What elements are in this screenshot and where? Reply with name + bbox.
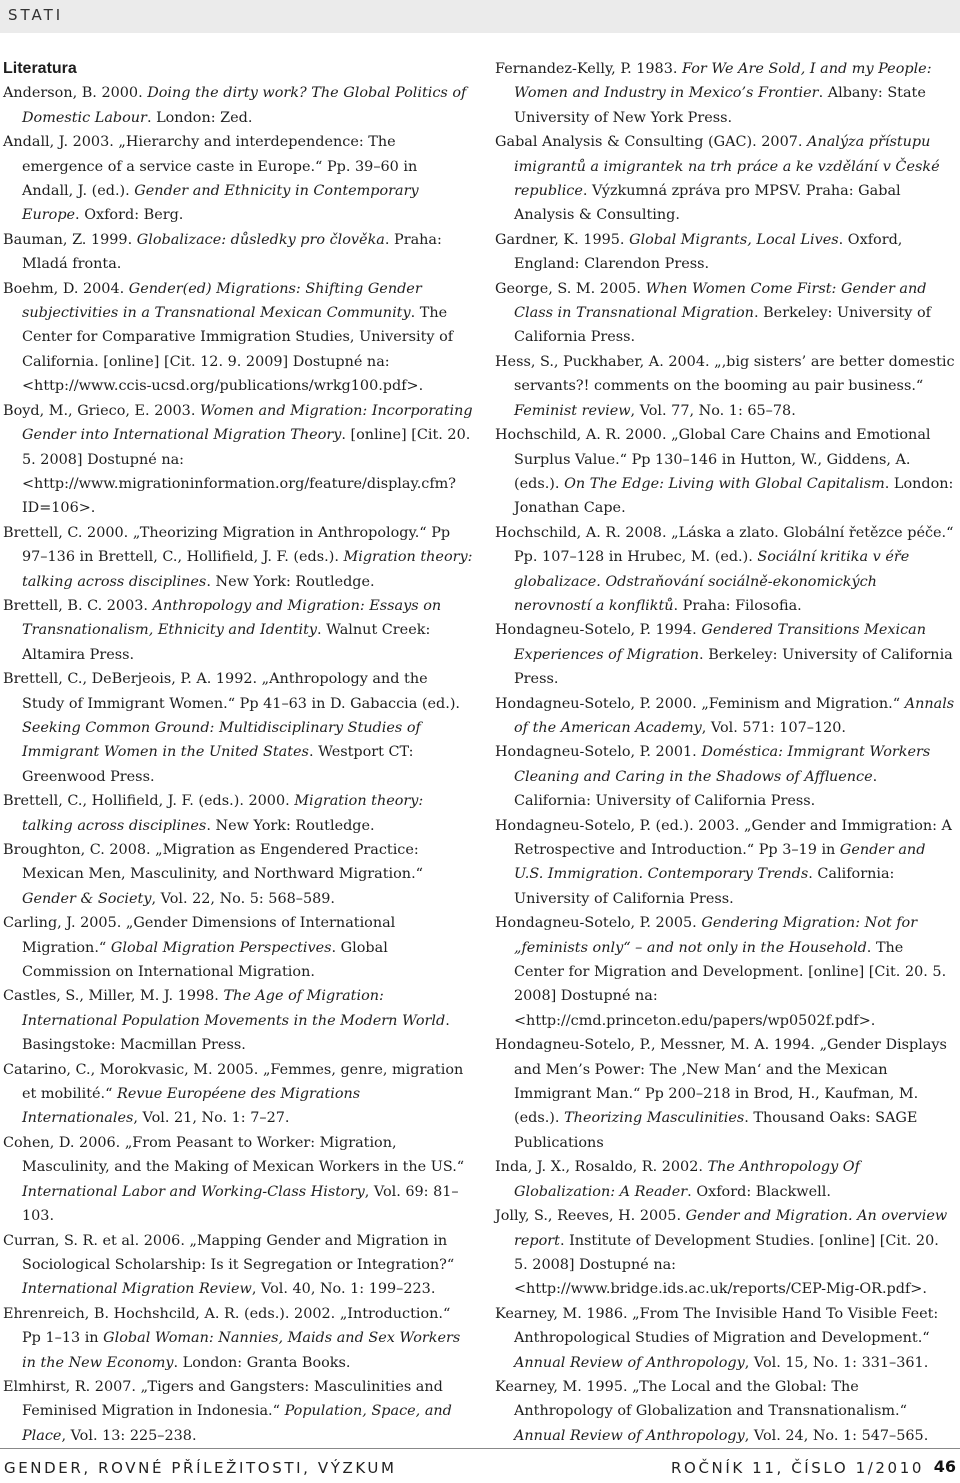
reference-publisher: . Westport CT: Greenwood Press. xyxy=(22,744,414,785)
section-label: STATI xyxy=(8,6,64,24)
reference-title: Seeking Common Ground: Multidisciplinary Studies of Immigrant Women in the United States xyxy=(22,719,421,761)
reference-entry xyxy=(3,594,473,667)
reference-title: Annual Review of Anthropology xyxy=(514,1427,745,1444)
reference-text: Elmhirst, R. 2007. „Tigers and Gangsters: Masculinities and Feminised Migration in Indonesia.“ xyxy=(3,1378,443,1420)
reference-publisher: , Vol. 40, No. 1: 199–223. xyxy=(251,1281,436,1298)
reference-text: George, S. M. 2005. xyxy=(495,280,646,297)
reference-entry xyxy=(3,130,473,228)
reference-title: Migration theory: talking across disciplines xyxy=(22,793,424,834)
reference-publisher: . New York: Routledge. xyxy=(206,817,375,834)
reference-entry xyxy=(3,399,473,521)
footer-divider xyxy=(0,1448,960,1449)
reference-publisher: . Oxford: Berg. xyxy=(75,207,184,224)
reference-entry xyxy=(495,1302,957,1375)
reference-title: For We Are Sold, I and my People: Women and Industry in Mexico’s Frontier xyxy=(514,61,932,102)
reference-title: Analýza přístupu imigrantů a imigrantek na trh práce a ke vzdělání v České republice xyxy=(514,134,940,200)
references-right-column xyxy=(495,57,957,1444)
reference-publisher: . London: Zed. xyxy=(146,109,253,126)
reference-title: Population, Space, and Place xyxy=(22,1403,452,1444)
reference-text: Fernandez-Kelly, P. 1983. xyxy=(495,61,683,77)
reference-title: Doing the dirty work? The Global Politics of Domestic Labour xyxy=(22,85,467,126)
reference-entry xyxy=(3,1058,473,1131)
reference-publisher: . Oxford: Blackwell. xyxy=(687,1183,831,1200)
reference-text: Carling, J. 2005. „Gender Dimensions of International Migration.“ xyxy=(3,915,396,956)
reference-text: Kearney, M. 1995. „The Local and the Global: The Anthropology of Globalization and Transnationalism.“ xyxy=(495,1378,907,1420)
reference-entry xyxy=(495,1375,957,1448)
reference-text: Hondagneu-Sotelo, P. 1994. xyxy=(495,622,702,639)
reference-text: Andall, J. 2003. „Hierarchy and interdependence: The emergence of a service caste in Europe.“ Pp. 39–60 in Andall, J. (ed.). xyxy=(3,134,418,200)
reference-entry xyxy=(495,1033,957,1155)
reference-publisher: , Vol. 22, No. 5: 568–589. xyxy=(151,890,335,907)
reference-text: Anderson, B. 2000. xyxy=(3,85,148,102)
reference-text: Hondagneu-Sotelo, P. 2001. xyxy=(495,744,702,761)
reference-text: Castles, S., Miller, M. J. 1998. xyxy=(3,988,224,1005)
reference-text: Hondagneu-Sotelo, P. 2000. „Feminism and Migration.“ xyxy=(495,695,905,712)
reference-entry xyxy=(495,1204,957,1302)
reference-title: The Age of Migration: International Population Movements in the Modern World xyxy=(22,988,446,1029)
reference-publisher: . Praha: Filosofia. xyxy=(673,597,802,614)
reference-text: Hondagneu-Sotelo, P. (ed.). 2003. „Gender and Immigration: A Retrospective and Introduction.“ Pp 3–19 in xyxy=(495,817,952,858)
reference-title: Global Migrants, Local Lives xyxy=(629,231,839,248)
reference-title: Global Woman: Nannies, Maids and Sex Workers in the New Economy xyxy=(22,1330,461,1371)
reference-entry xyxy=(495,740,957,813)
reference-entry xyxy=(495,618,957,691)
reference-publisher: . New York: Routledge. xyxy=(206,573,375,590)
reference-publisher: . Walnut Creek: Altamira Press. xyxy=(22,622,431,663)
reference-text: Gardner, K. 1995. xyxy=(495,231,630,248)
reference-title: Global Migration Perspectives xyxy=(110,939,332,956)
reference-publisher: . Praha: Mladá fronta. xyxy=(22,231,442,273)
section-header-bar xyxy=(0,0,960,33)
journal-title: GENDER, ROVNÉ PŘÍLEŽITOSTI, VÝZKUM xyxy=(4,1459,397,1477)
reference-publisher: . Institute of Development Studies. [online] [Cit. 20. 5. 2008] Dostupné na: <http://www.bridge.ids.ac.uk/reports/CEP-Mig-OR.pdf>. xyxy=(514,1232,939,1298)
reference-publisher: . Global Commission on International Migration. xyxy=(22,939,388,981)
reference-title: Feminist review xyxy=(514,402,631,419)
reference-text: Kearney, M. 1986. „From The Invisible Hand To Visible Feet: Anthropological Studies of Migration and Development.“ xyxy=(495,1305,939,1347)
reference-text: Ehrenreich, B. Hochshcild, A. R. (eds.). 2002. „Introduction.“ Pp 1–13 in xyxy=(3,1305,451,1347)
reference-text: Cohen, D. 2006. „From Peasant to Worker: Migration, Masculinity, and the Making of Mexican Workers in the US.“ xyxy=(3,1134,465,1176)
reference-title: Gendering Migration: Not for „feminists only“ – and not only in the Household xyxy=(514,915,918,956)
reference-title: On The Edge: Living with Global Capitalism xyxy=(564,475,885,492)
reference-publisher: . London: Jonathan Cape. xyxy=(514,475,954,517)
reference-publisher: , Vol. 21, No. 1: 7–27. xyxy=(133,1110,290,1127)
references-heading: Literatura xyxy=(3,60,77,77)
reference-publisher: . California: University of California Press. xyxy=(514,768,878,810)
reference-entry xyxy=(3,838,473,911)
reference-title: International Labor and Working-Class History xyxy=(22,1183,365,1200)
reference-publisher: , Vol. 24, No. 1: 547–565. xyxy=(744,1427,929,1444)
page-number: 46 xyxy=(933,1457,956,1476)
reference-entry xyxy=(495,130,957,228)
reference-entry xyxy=(495,911,957,1033)
reference-text: Catarino, C., Morokvasic, M. 2005. „Femmes, genre, migration et mobilité.“ xyxy=(3,1061,464,1103)
reference-publisher: , Vol. 77, No. 1: 65–78. xyxy=(630,402,796,419)
reference-title: Gender and Migration. An overview report xyxy=(514,1208,948,1249)
reference-text: Bauman, Z. 1999. xyxy=(3,231,137,248)
reference-title: Globalizace: důsledky pro člověka xyxy=(136,231,385,248)
reference-publisher: . Oxford, England: Clarendon Press. xyxy=(514,231,903,273)
reference-entry xyxy=(3,1302,473,1375)
reference-entry xyxy=(495,57,957,130)
reference-entry xyxy=(495,814,957,912)
reference-entry xyxy=(3,667,473,789)
references-left-column xyxy=(3,57,473,1444)
reference-text: Hochschild, A. R. 2008. „Láska a zlato. Globální řetězce péče.“ Pp. 107–128 in Hrubec, M. (ed.). xyxy=(495,524,954,566)
references-list-right xyxy=(495,57,957,1448)
references-list-left xyxy=(3,81,473,1448)
reference-publisher: . California: University of California Press. xyxy=(514,866,895,907)
reference-title: Annals of the American Academy xyxy=(514,695,955,736)
reference-text: Inda, J. X., Rosaldo, R. 2002. xyxy=(495,1159,708,1176)
reference-title: Anthropology and Migration: Essays on Transnationalism, Ethnicity and Identity xyxy=(22,597,442,639)
reference-publisher: . The Center for Comparative Immigration Studies, University of California. [online] [Cit. 12. 9. 2009] Dostupné na: <http://www.ccis-ucsd.org/publications/wrkg100.pdf>. xyxy=(22,305,454,395)
reference-publisher: , Vol. 571: 107–120. xyxy=(701,719,846,736)
reference-text: Gabal Analysis & Consulting (GAC). 2007. xyxy=(495,134,808,151)
reference-title: Revue Européene des Migrations Internationales xyxy=(22,1086,361,1127)
reference-entry xyxy=(3,521,473,594)
reference-entry xyxy=(3,228,473,277)
reference-entry xyxy=(3,1131,473,1229)
reference-publisher: . Basingstoke: Macmillan Press. xyxy=(22,1012,450,1054)
reference-text: Jolly, S., Reeves, H. 2005. xyxy=(495,1208,686,1225)
reference-title: Gender & Society xyxy=(22,890,152,907)
reference-entry xyxy=(495,1155,957,1204)
reference-text: Broughton, C. 2008. „Migration as Engendered Practice: Mexican Men, Masculinity, and Northward Migration.“ xyxy=(3,842,424,883)
reference-title: When Women Come First: Gender and Class in Transnational Migration xyxy=(514,280,927,322)
reference-title: Gendered Transitions Mexican Experiences of Migration xyxy=(514,622,926,663)
reference-publisher: . [online] [Cit. 20. 5. 2008] Dostupné na: <http://www.migrationinformation.org/feature/display.cfm?ID=106>. xyxy=(22,427,471,517)
reference-entry xyxy=(3,277,473,399)
reference-entry xyxy=(495,521,957,619)
reference-publisher: . Berkeley: University of California Press. xyxy=(514,305,931,346)
reference-entry xyxy=(495,692,957,741)
reference-entry xyxy=(3,911,473,984)
reference-entry xyxy=(3,789,473,838)
issue-label: ROČNÍK 11, ČÍSLO 1/2010 xyxy=(671,1459,924,1477)
reference-entry xyxy=(3,1229,473,1302)
reference-publisher: , Vol. 69: 81–103. xyxy=(22,1183,459,1225)
reference-entry xyxy=(3,984,473,1057)
reference-text: Brettell, C., Hollifield, J. F. (eds.). 2000. xyxy=(3,793,295,810)
reference-entry xyxy=(495,350,957,423)
reference-text: Hochschild, A. R. 2000. „Global Care Chains and Emotional Surplus Value.“ Pp 130–146 in Hutton, W., Giddens, A. (eds.). xyxy=(495,427,931,492)
reference-publisher: . Výzkumná zpráva pro MPSV. Praha: Gabal Analysis & Consulting. xyxy=(514,183,901,224)
reference-text: Curran, S. R. et al. 2006. „Mapping Gender and Migration in Sociological Scholarship: Is it Segregation or Integration?“ xyxy=(3,1232,455,1273)
reference-title: Annual Review of Anthropology xyxy=(514,1354,745,1371)
reference-title: The Anthropology Of Globalization: A Reader xyxy=(514,1159,860,1200)
reference-entry xyxy=(3,1375,473,1448)
reference-title: International Migration Review xyxy=(22,1281,252,1298)
reference-publisher: . The Center for Migration and Development. [online] [Cit. 20. 5. 2008] Dostupné na: <http://cmd.princeton.edu/papers/wp0502f.pdf>. xyxy=(514,939,947,1029)
reference-text: Hondagneu-Sotelo, P. 2005. xyxy=(495,915,702,932)
reference-text: Boyd, M., Grieco, E. 2003. xyxy=(3,402,200,419)
reference-publisher: . Berkeley: University of California Press. xyxy=(514,646,953,688)
reference-text: Hondagneu-Sotelo, P., Messner, M. A. 1994. „Gender Displays and Men’s Power: The ‚New Man‘ and the Mexican Immigrant Man.“ Pp 200–218 in Brod, H., Kaufman, M. (eds.). xyxy=(495,1037,947,1127)
reference-text: Hess, S., Puckhaber, A. 2004. „‚big sisters’ are better domestic servants?! comments on the booming au pair business.“ xyxy=(495,353,955,395)
reference-text: Brettell, B. C. 2003. xyxy=(3,597,153,614)
reference-publisher: . Albany: State University of New York Press. xyxy=(514,85,926,126)
reference-title: Sociální kritika v éře globalizace. Odstraňování sociálně-ekonomických nerovností a konfliktů xyxy=(514,549,910,614)
reference-text: Brettell, C. 2000. „Theorizing Migration in Anthropology.“ Pp 97–136 in Brettell, C., Hollifield, J. F. (eds.). xyxy=(3,524,451,566)
reference-entry xyxy=(495,277,957,350)
reference-title: Gender(ed) Migrations: Shifting Gender subjectivities in a Transnational Mexican Community xyxy=(22,280,422,322)
reference-title: Doméstica: Immigrant Workers Cleaning and Caring in the Shadows of Affluence xyxy=(514,744,931,785)
reference-entry xyxy=(3,81,473,130)
reference-entry xyxy=(495,228,957,277)
reference-publisher: , Vol. 15, No. 1: 331–361. xyxy=(744,1354,929,1371)
reference-title: Gender and Ethnicity in Contemporary Europe xyxy=(22,183,419,224)
reference-text: Boehm, D. 2004. xyxy=(3,280,129,297)
reference-entry xyxy=(495,423,957,521)
reference-title: Women and Migration: Incorporating Gender into International Migration Theory xyxy=(22,402,473,444)
reference-title: Migration theory: talking across disciplines xyxy=(22,549,473,590)
reference-title: Theorizing Masculinities xyxy=(564,1110,745,1127)
reference-publisher: . London: Granta Books. xyxy=(173,1354,351,1371)
reference-publisher: . Thousand Oaks: SAGE Publications xyxy=(514,1110,918,1151)
reference-title: Gender and U.S. Immigration. Contemporary Trends xyxy=(514,842,926,883)
reference-text: Brettell, C., DeBerjeois, P. A. 1992. „Anthropology and the Study of Immigrant Women.“ Pp 41–63 in D. Gabaccia (ed.). xyxy=(3,671,461,712)
reference-publisher: , Vol. 13: 225–238. xyxy=(61,1427,197,1444)
